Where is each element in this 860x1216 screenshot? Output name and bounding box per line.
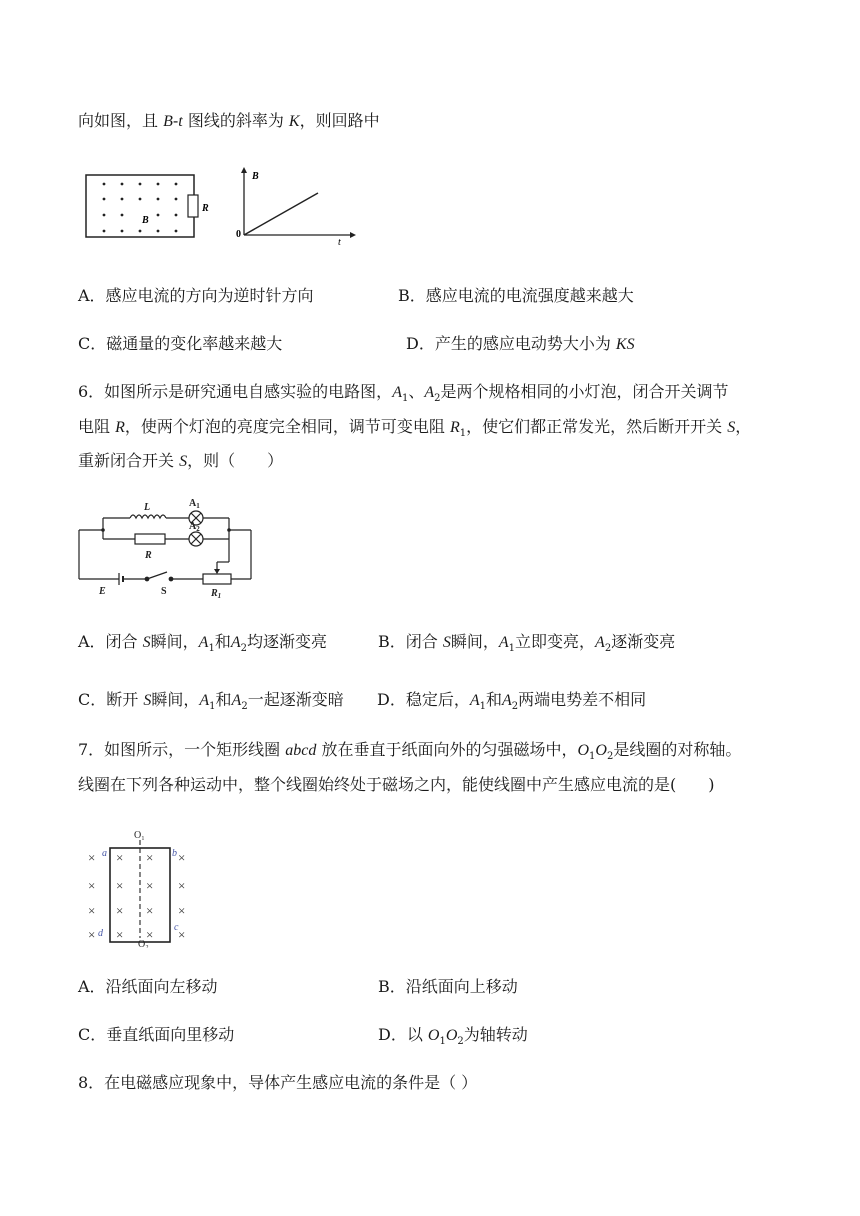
q7-option-c: C．垂直纸面向里移动 <box>78 1025 235 1044</box>
q6-R-label: R <box>145 550 152 561</box>
q7-option-b: B．沿纸面向上移动 <box>378 977 518 996</box>
svg-text:×: × <box>178 878 186 893</box>
svg-text:×: × <box>88 878 96 893</box>
q6-option-b: B．闭合 S瞬间，$A_1$立即变亮，$A_2$逐渐变亮 <box>378 632 676 655</box>
q6-stem-line1: 6．如图所示是研究通电自感实验的电路图，$A_1$、$A_2$是两个规格相同的小灯泡，闭合开关调节 <box>78 382 729 405</box>
q5-option-a: A．感应电流的方向为逆时针方向 <box>78 286 314 305</box>
q6-stem-line3: 重新闭合开关 S，则（ ） <box>78 451 284 470</box>
q7-c-label: c <box>174 922 179 933</box>
svg-text:×: × <box>116 927 124 942</box>
q7-option-d: D．以 $O_1O_2$为轴转动 <box>378 1025 528 1048</box>
q8-stem: 8．在电磁感应现象中，导体产生感应电流的条件是（ ） <box>78 1073 478 1092</box>
svg-text:×: × <box>88 850 96 865</box>
q6-option-c: C．断开 S瞬间，$A_1$和$A_2$一起逐渐变暗 <box>78 690 344 713</box>
svg-text:×: × <box>88 903 96 918</box>
q5-circuit-loop <box>86 175 209 237</box>
q5-B-label: B <box>142 215 149 226</box>
q6-R1-label: $R_1$ <box>211 588 222 600</box>
q5-option-d: D．产生的感应电动势大小为 KS <box>406 334 635 353</box>
svg-text:×: × <box>116 850 124 865</box>
svg-text:×: × <box>146 927 154 942</box>
svg-text:×: × <box>178 927 186 942</box>
q6-option-a: A．闭合 S瞬间，$A_1$和$A_2$均逐渐变亮 <box>78 632 328 655</box>
svg-text:×: × <box>116 903 124 918</box>
q6-E-label: E <box>99 586 106 597</box>
svg-text:×: × <box>88 927 96 942</box>
q5-origin: 0 <box>236 229 241 240</box>
q6-A1-label: $A_1$ <box>189 498 200 510</box>
q6-stem-line2: 电阻 R，使两个灯泡的亮度完全相同，调节可变电阻 $R_1$，使它们都正常发光，然后断开开关 S， <box>78 417 752 440</box>
q5-stem: 向如图，且 B-t 图线的斜率为 K，则回路中 <box>78 111 380 130</box>
svg-text:×: × <box>146 903 154 918</box>
svg-text:×: × <box>116 878 124 893</box>
q7-b-label: b <box>172 848 177 859</box>
q7-d-label: d <box>98 928 103 939</box>
svg-text:×: × <box>178 903 186 918</box>
q6-A2-label: $A_2$ <box>189 521 200 533</box>
svg-text:×: × <box>146 850 154 865</box>
q7-stem-line1: 7．如图所示，一个矩形线圈 abcd 放在垂直于纸面向外的匀强磁场中，$O_1O_2$是线圈的对称轴。 <box>78 740 742 763</box>
q7-option-a: A．沿纸面向左移动 <box>78 977 218 996</box>
q5-bt-graph <box>236 167 356 248</box>
q6-option-d: D．稳定后，$A_1$和$A_2$两端电势差不相同 <box>377 690 647 713</box>
q5-B-axis: B <box>252 171 259 182</box>
q7-O1-label: O₁ <box>134 830 145 841</box>
q7-stem-line2: 线圈在下列各种运动中，整个线圈始终处于磁场之内，能使线圈中产生感应电流的是( ) <box>78 775 715 794</box>
q5-t-axis: t <box>338 237 341 248</box>
q5-option-b: B．感应电流的电流强度越来越大 <box>398 286 634 305</box>
q6-L-label: L <box>144 502 151 513</box>
q7-a-label: a <box>102 848 107 859</box>
q6-circuit-figure <box>75 492 275 604</box>
q5-option-c: C．磁通量的变化率越来越大 <box>78 334 283 353</box>
q5-figure <box>82 165 362 250</box>
svg-text:×: × <box>146 878 154 893</box>
q5-R-label: R <box>202 203 209 214</box>
q6-S-label: S <box>161 586 167 597</box>
q7-coil-figure <box>84 826 202 948</box>
q7-O2-label: O₂ <box>138 939 149 948</box>
svg-text:×: × <box>178 850 186 865</box>
